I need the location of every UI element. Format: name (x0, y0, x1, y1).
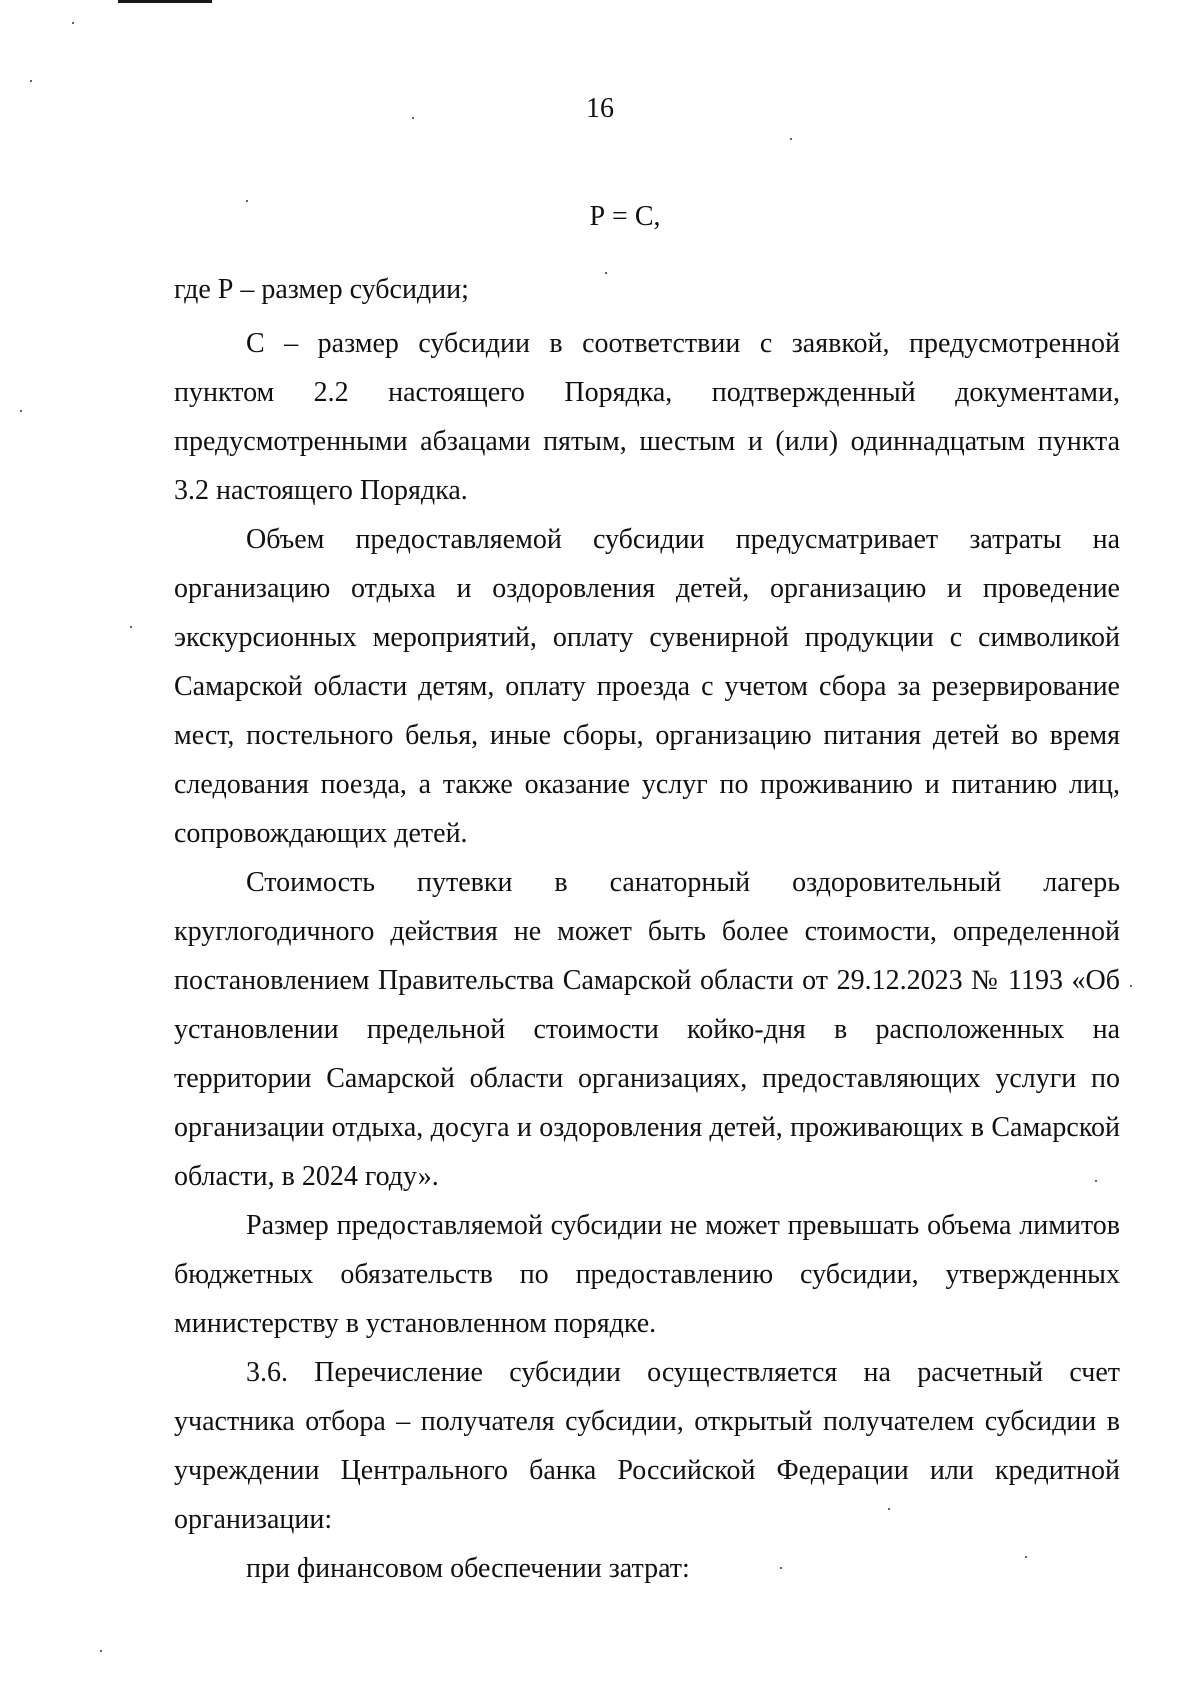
scan-speck (780, 1567, 782, 1569)
scan-speck (605, 272, 607, 274)
paragraph-subsidy-volume: Объем предоставляемой субсидии предусматривает затраты на организацию отдыха и оздоровления детей, организацию и проведение экскурсионных мероприятий, оплату сувенирной продукции с символикой Самарской области детям, оплату проезда с учетом сбора за резервирование мест, постельного белья, иные сборы, организацию питания детей во время следования поезда, а также оказание услуг по проживанию и питанию лиц, сопровождающих детей. (174, 524, 1120, 849)
paragraph-section-3-6: 3.6. Перечисление субсидии осуществляется на расчетный счет участника отбора – получателя субсидии, открытый получателем субсидии в учреждении Центрального банка Российской Федерации или кредитной организации: (174, 1357, 1120, 1535)
scan-speck (20, 410, 22, 412)
document-body (174, 265, 1120, 1593)
scan-speck (1130, 985, 1132, 987)
paragraph-subsidy-limit: Размер предоставляемой субсидии не может превышать объема лимитов бюджетных обязательств по предоставлению субсидии, утвержденных министерству в установленном порядке. (174, 1210, 1120, 1339)
page-number: 16 (586, 93, 614, 124)
scan-speck (246, 200, 248, 202)
scan-speck (100, 1650, 102, 1652)
scan-speck (30, 80, 32, 82)
scan-speck (1095, 1180, 1097, 1182)
top-rule (118, 0, 212, 3)
scan-speck (130, 626, 132, 628)
scan-speck (888, 1508, 890, 1510)
paragraph-c-definition: С – размер субсидии в соответствии с заявкой, предусмотренной пунктом 2.2 настоящего Порядка, подтвержденный документами, предусмотренными абзацами пятым, шестым и (или) одиннадцатым пункта 3.2 настоящего Порядка. (174, 328, 1120, 506)
scan-speck (1025, 1556, 1027, 1558)
formula: Р = С, (589, 201, 661, 232)
scan-speck (790, 138, 792, 140)
paragraph-financial-provision: при финансовом обеспечении затрат: (246, 1553, 690, 1584)
scan-speck (412, 117, 414, 119)
paragraph-voucher-cost: Стоимость путевки в санаторный оздоровительный лагерь круглогодичного действия не может быть более стоимости, определенной постановлением Правительства Самарской области от 29.12.2023 № 1193 «Об установлении предельной стоимости койко-дня в расположенных на территории Самарской области организациях, предоставляющих услуги по организации отдыха, досуга и оздоровления детей, проживающих в Самарской области, в 2024 году». (174, 867, 1120, 1192)
scan-speck (72, 22, 74, 24)
paragraph-definition: где Р – размер субсидии; (174, 274, 469, 305)
